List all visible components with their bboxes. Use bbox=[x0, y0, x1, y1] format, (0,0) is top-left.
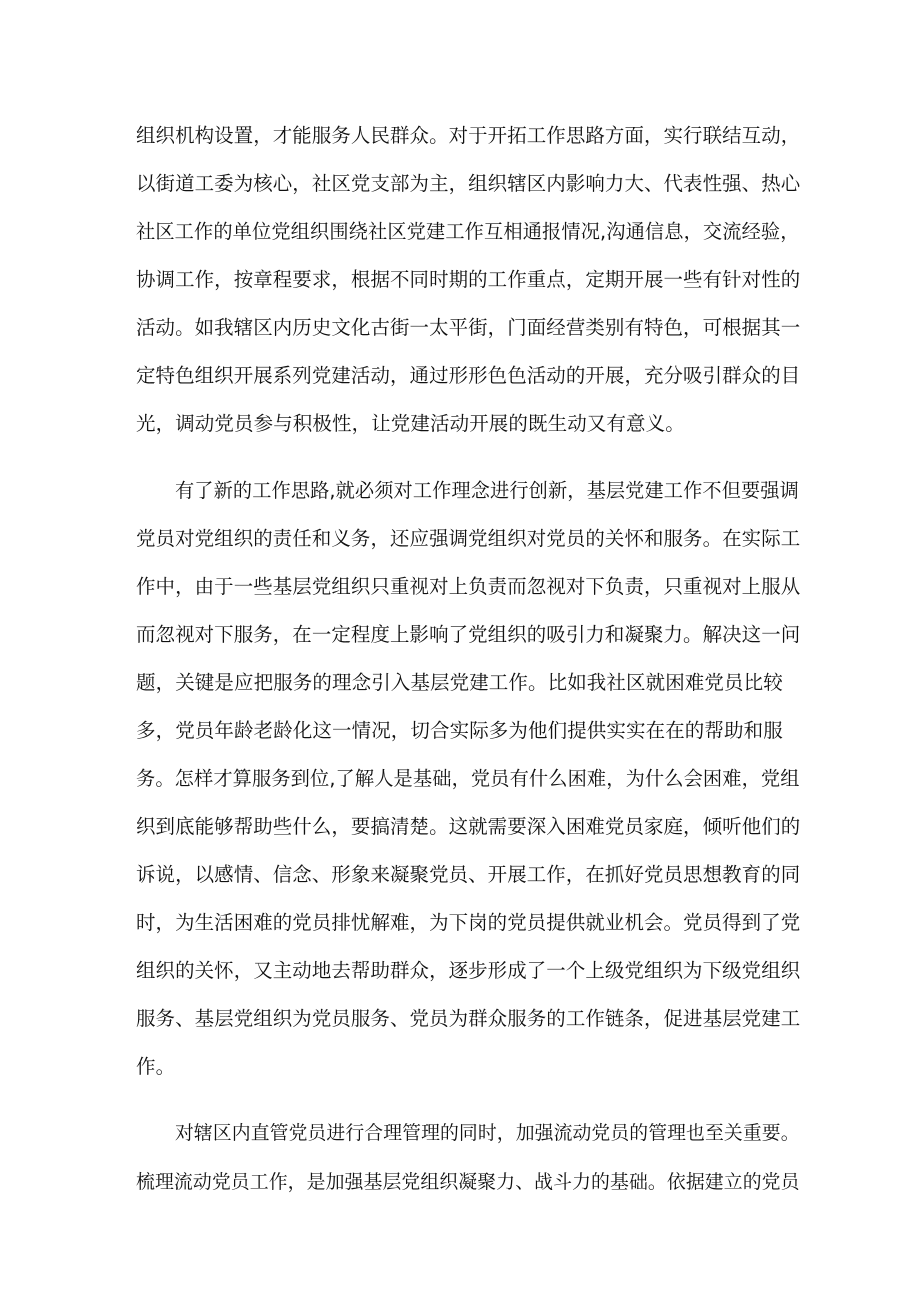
text-line: 社区工作的单位党组织围绕社区党建工作互相通报情况,沟通信息，交流经验， bbox=[136, 220, 800, 243]
text-line: 以街道工委为核心，社区党支部为主，组织辖区内影响力大、代表性强、热心 bbox=[136, 172, 801, 195]
text-line: 光，调动党员参与积极性，让党建活动开展的既生动又有意义。 bbox=[136, 412, 685, 435]
text-line: 织到底能够帮助些什么，要搞清楚。这就需要深入困难党员家庭，倾听他们的 bbox=[136, 815, 801, 838]
text-line: 而忽视对下服务，在一定程度上影响了党组织的吸引力和凝聚力。解决这一问 bbox=[136, 623, 801, 646]
text-line: 作中，由于一些基层党组织只重视对上负责而忽视对下负责，只重视对上服从 bbox=[136, 575, 801, 598]
text-line: 活动。如我辖区内历史文化古街一太平街，门面经营类别有特色，可根据其一 bbox=[136, 316, 801, 339]
text-line: 题，关键是应把服务的理念引入基层党建工作。比如我社区就困难党员比较 bbox=[136, 671, 783, 694]
text-line: 服务、基层党组织为党员服务、党员为群众服务的工作链条，促进基层党建工 bbox=[136, 1007, 801, 1030]
text-line: 党员对党组织的责任和义务，还应强调党组织对党员的关怀和服务。在实际工 bbox=[136, 527, 801, 550]
text-line: 组织的关怀，又主动地去帮助群众，逐步形成了一个上级党组织为下级党组织 bbox=[136, 959, 801, 982]
text-line: 组织机构设置，才能服务人民群众。对于开拓工作思路方面，实行联结互动， bbox=[136, 124, 801, 147]
text-line: 时，为生活困难的党员排忧解难，为下岗的党员提供就业机会。党员得到了党 bbox=[136, 911, 801, 934]
text-line: 协调工作，按章程要求，根据不同时期的工作重点，定期开展一些有针对性的 bbox=[136, 268, 801, 291]
text-line: 梳理流动党员工作，是加强基层党组织凝聚力、战斗力的基础。依据建立的党员 bbox=[136, 1171, 800, 1193]
text-line: 诉说，以感情、信念、形象来凝聚党员、开展工作，在抓好党员思想教育的同 bbox=[136, 863, 801, 886]
text-line: 作。 bbox=[136, 1055, 176, 1078]
text-line: 定特色组织开展系列党建活动，通过形形色色活动的开展，充分吸引群众的目 bbox=[136, 364, 801, 387]
text-line: 有了新的工作思路,就必须对工作理念进行创新，基层党建工作不但要强调 bbox=[175, 479, 799, 502]
text-line: 对辖区内直管党员进行合理管理的同时，加强流动党员的管理也至关重要。 bbox=[175, 1123, 800, 1144]
text-line: 务。怎样才算服务到位,了解人是基础，党员有什么困难，为什么会困难，党组 bbox=[136, 767, 800, 790]
text-line: 多，党员年龄老龄化这一情况，切合实际多为他们提供实实在在的帮助和服 bbox=[136, 719, 783, 742]
